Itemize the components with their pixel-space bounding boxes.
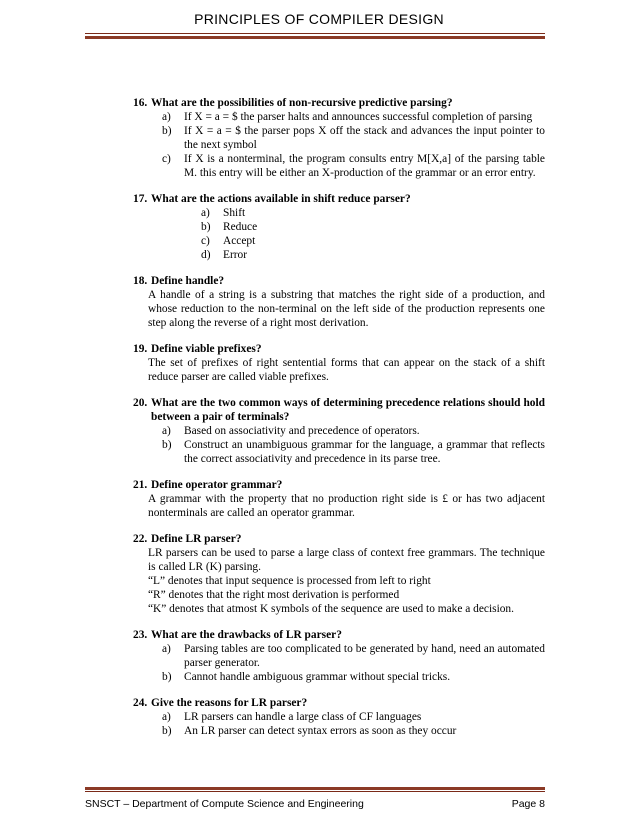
- answer-line: “R” denotes that the right most derivation is performed: [148, 589, 400, 601]
- list-item: a) Based on associativity and precedence of operators.: [162, 425, 420, 437]
- header-rule-thin: [85, 33, 545, 34]
- page-header-title: PRINCIPLES OF COMPILER DESIGN: [194, 11, 444, 27]
- footer-rule-thick: [85, 787, 545, 790]
- list-item: a) If X = a = $ the parser halts and announces successful completion of parsing: [162, 111, 533, 123]
- question-number: 20.: [133, 397, 148, 409]
- question-number: 17.: [133, 193, 148, 205]
- answer-line: “L” denotes that input sequence is processed from left to right: [148, 575, 431, 587]
- list-item: b) If X = a = $ the parser pops X off the stack and advances the input pointer to the next symbol: [162, 125, 545, 151]
- list-item: a) LR parsers can handle a large class of CF languages: [162, 711, 422, 723]
- footer-rule-thin: [85, 791, 545, 792]
- question-title: Define operator grammar?: [151, 479, 283, 491]
- question-title: Define viable prefixes?: [151, 343, 262, 355]
- question-number: 19.: [133, 343, 148, 355]
- question-17: [133, 192, 545, 262]
- list-item: c) If X is a nonterminal, the program consults entry M[X,a] of the parsing table M. this entry will be either an X-production of the grammar or an error entry.: [162, 153, 545, 179]
- question-title: What are the actions available in shift reduce parser?: [151, 193, 411, 205]
- list-item: a) Parsing tables are too complicated to be generated by hand, need an automated parser generator.: [162, 643, 545, 669]
- list-item: b) Construct an unambiguous grammar for the language, a grammar that reflects the correct associativity and precedence in its parse tree.: [162, 439, 545, 465]
- list-item: b) Cannot handle ambiguous grammar without special tricks.: [162, 671, 451, 683]
- list-item: d) Error: [201, 249, 248, 261]
- question-title: What are the drawbacks of LR parser?: [151, 629, 342, 641]
- footer-page-number: Page 8: [511, 798, 545, 810]
- footer-department: SNSCT – Department of Compute Science and Engineering: [85, 798, 364, 810]
- question-number: 16.: [133, 97, 148, 109]
- question-title: Define LR parser?: [151, 533, 242, 545]
- document-body: [133, 96, 545, 750]
- question-22: [133, 532, 545, 616]
- question-23: [133, 628, 545, 684]
- question-title: Give the reasons for LR parser?: [151, 697, 308, 709]
- list-item: a) Shift: [201, 207, 246, 219]
- question-18: [133, 274, 545, 330]
- answer-text: A handle of a string is a substring that matches the right side of a production, and whose reduction to the non-terminal on the left side of the production represents one step along the reverse of a right most derivation.: [148, 289, 545, 329]
- question-number: 18.: [133, 275, 148, 287]
- question-number: 22.: [133, 533, 148, 545]
- list-item: b) An LR parser can detect syntax errors as soon as they occur: [162, 725, 457, 737]
- question-number: 21.: [133, 479, 148, 491]
- question-title: Define handle?: [151, 275, 225, 287]
- answer-line: “K” denotes that atmost K symbols of the sequence are used to make a decision.: [148, 603, 514, 615]
- question-21: [133, 478, 545, 520]
- list-item: c) Accept: [201, 235, 256, 247]
- question-19: [133, 342, 545, 384]
- question-number: 23.: [133, 629, 148, 641]
- question-24: [133, 696, 545, 738]
- question-20: [133, 396, 545, 466]
- question-title: What are the two common ways of determining precedence relations should hold between a pair of terminals?: [151, 397, 545, 423]
- list-item: b) Reduce: [201, 221, 258, 233]
- answer-text: LR parsers can be used to parse a large class of context free grammars. The technique is called LR (K) parsing.: [148, 547, 545, 573]
- question-number: 24.: [133, 697, 148, 709]
- question-title: What are the possibilities of non-recursive predictive parsing?: [151, 97, 453, 109]
- answer-text: The set of prefixes of right sentential forms that can appear on the stack of a shift reduce parser are called viable prefixes.: [148, 357, 545, 383]
- question-16: [133, 96, 545, 180]
- header-rule-thick: [85, 36, 545, 39]
- answer-text: A grammar with the property that no production right side is £ or has two adjacent nonterminals are called an operator grammar.: [148, 493, 545, 519]
